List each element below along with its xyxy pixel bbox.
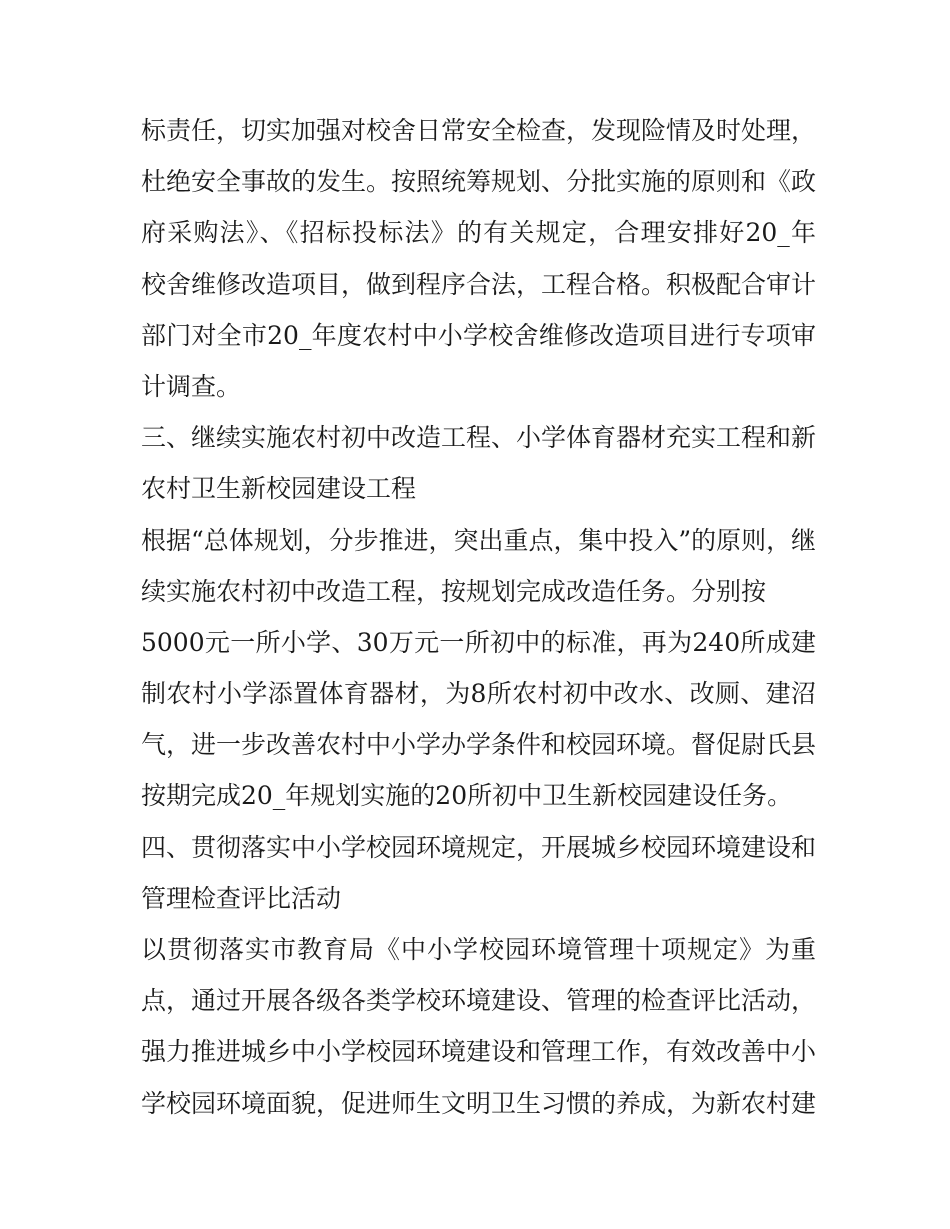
text-line: 学校园环境面貌，促进师生文明卫生习惯的养成，为新农村建	[141, 1088, 817, 1118]
document-body	[141, 105, 816, 1129]
text-line: 部门对全市20_年度农村中小学校舍维修改造项目进行专项审	[141, 320, 816, 350]
text-line: 强力推进城乡中小学校园环境建设和管理工作，有效改善中小	[141, 1037, 817, 1067]
text-line: 杜绝安全事故的发生。按照统筹规划、分批实施的原则和《政	[141, 167, 817, 197]
section-heading: 管理检查评比活动	[141, 883, 342, 913]
text-line: 根据“总体规划，分步推进，突出重点，集中投入”的原则，继	[141, 525, 816, 555]
text-line: 以贯彻落实市教育局《中小学校园环境管理十项规定》为重	[141, 935, 816, 964]
section-heading: 四、贯彻落实中小学校园环境规定，开展城乡校园环境建设和	[141, 832, 817, 862]
text-line: 续实施农村初中改造工程，按规划完成改造任务。分别按	[141, 576, 767, 606]
text-line: 府采购法》、《招标投标法》的有关规定，合理安排好20_年	[141, 218, 816, 248]
text-line: 计调查。	[141, 371, 242, 401]
text-line: 点，通过开展各级各类学校环境建设、管理的检查评比活动，	[141, 986, 817, 1016]
text-line: 按期完成20_年规划实施的20所初中卫生新校园建设任务。	[141, 781, 793, 811]
text-line: 标责任，切实加强对校舍日常安全检查，发现险情及时处理，	[141, 116, 817, 145]
text-line: 5000元一所小学、30万元一所初中的标准，再为240所成建	[141, 627, 816, 657]
text-line: 气，进一步改善农村中小学办学条件和校园环境。督促尉氏县	[141, 730, 817, 760]
section-heading: 三、继续实施农村初中改造工程、小学体育器材充实工程和新	[141, 423, 817, 453]
text-line: 校舍维修改造项目，做到程序合法，工程合格。积极配合审计	[141, 269, 817, 299]
text-line: 制农村小学添置体育器材，为8所农村初中改水、改厕、建沼	[141, 679, 816, 709]
section-heading: 农村卫生新校园建设工程	[141, 474, 417, 504]
